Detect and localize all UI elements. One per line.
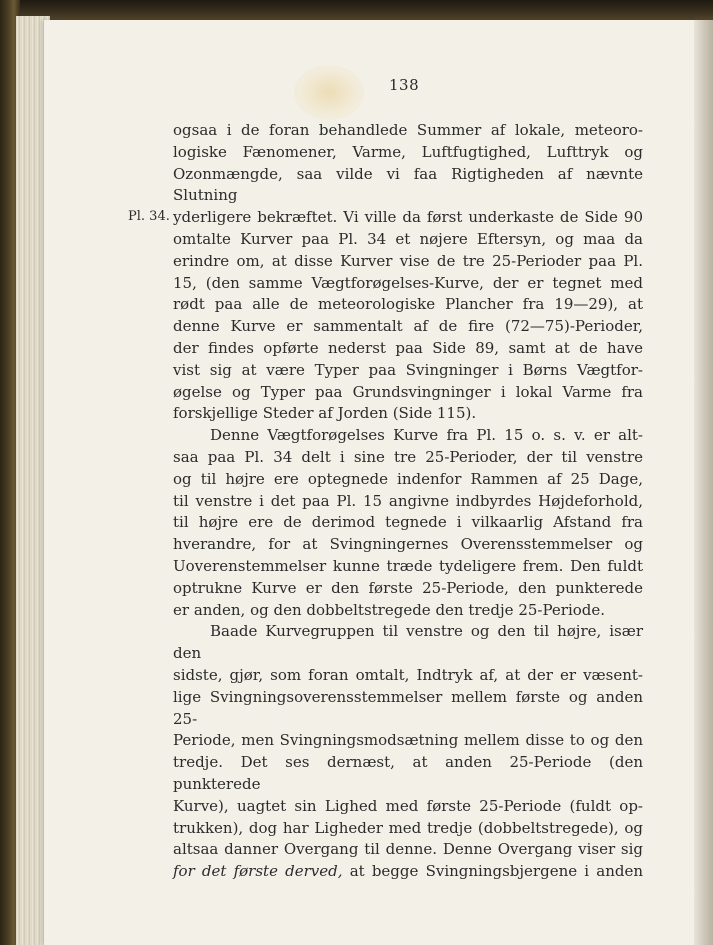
text-line: yderligere bekræftet. Vi ville da først underkaste de Side 90: [173, 208, 643, 227]
text-line: logiske Fænomener, Varme, Luftfugtighed, Lufttryk og: [173, 142, 643, 161]
body-text: [173, 120, 643, 883]
text-line: rødt paa alle de meteorologiske Plancher fra 19—29), at: [173, 295, 643, 314]
text-line: trukken), dog har Ligheder med tredje (dobbeltstregede), og: [173, 818, 643, 837]
book-cover-top: [0, 0, 713, 22]
text-line: erindre om, at disse Kurver vise de tre 25-Perioder paa Pl.: [173, 251, 643, 270]
text-line: Ozonmængde, saa vilde vi faa Rigtigheden af nævnte Slutning: [173, 164, 643, 205]
paper-stain: [294, 65, 364, 120]
text-line: omtalte Kurver paa Pl. 34 et nøjere Eftersyn, og maa da: [173, 229, 643, 248]
text-fragment: at begge Svingningsbjergene i anden: [342, 862, 643, 881]
text-line: til venstre i det paa Pl. 15 angivne indbyrdes Højdeforhold,: [173, 491, 643, 510]
text-line: tredje. Det ses dernæst, at anden 25-Periode (den punkterede: [173, 753, 643, 793]
text-line: vist sig at være Typer paa Svingninger i Børns Vægtfor-: [173, 360, 643, 379]
text-line: [173, 861, 643, 883]
text-line: optrukne Kurve er den første 25-Periode, den punkterede: [173, 578, 643, 597]
text-line: denne Kurve er sammentalt af de fire (72—75)-Perioder,: [173, 317, 643, 336]
text-line: Baade Kurvegruppen til venstre og den til højre, især den: [173, 622, 643, 663]
text-line: øgelse og Typer paa Grundsvingninger i lokal Varme fra: [173, 382, 643, 401]
text-line: lige Svingningsoverensstemmelser mellem første og anden 25-: [173, 687, 643, 728]
page-number: 138: [389, 76, 420, 94]
text-line: 15, (den samme Vægtforøgelses-Kurve, der er tegnet med: [173, 273, 643, 292]
text-line: Uoverenstemmelser kunne træde tydeligere frem. Den fuldt: [173, 556, 643, 575]
text-line: altsaa danner Overgang til denne. Denne Overgang viser sig: [173, 840, 643, 859]
margin-note: Pl. 34.: [128, 209, 170, 224]
text-line: Periode, men Svingningsmodsætning mellem disse to og den: [173, 731, 643, 750]
text-line: Denne Vægtforøgelses Kurve fra Pl. 15 o. s. v. er alt-: [210, 426, 643, 445]
text-line: og til højre ere optegnede indenfor Rammen af 25 Dage,: [173, 469, 643, 488]
text-line: hverandre, for at Svingningernes Overensstemmelser og: [173, 535, 643, 554]
text-line: Kurve), uagtet sin Lighed med første 25-Periode (fuldt op-: [173, 796, 643, 815]
text-line: saa paa Pl. 34 delt i sine tre 25-Perioder, der til venstre: [173, 447, 643, 466]
paragraph-2: [173, 425, 643, 621]
text-line: til højre ere de derimod tegnede i vilkaarlig Afstand fra: [173, 513, 643, 532]
text-line: sidste, gjør, som foran omtalt, Indtryk af, at der er væsent-: [173, 665, 643, 684]
text-line: er anden, og den dobbeltstregede den tredje 25-Periode.: [173, 600, 606, 619]
italic-phrase: for det første derved,: [173, 862, 343, 881]
paragraph-3: [173, 621, 643, 883]
text-line: forskjellige Steder af Jorden (Side 115).: [173, 404, 477, 423]
text-line: der findes opførte nederst paa Side 89, samt at de have: [173, 338, 643, 357]
page-gutter-edge: [694, 20, 713, 945]
paragraph-1: [173, 120, 643, 425]
text-line: ogsaa i de foran behandlede Summer af lokale, meteoro-: [173, 121, 643, 139]
